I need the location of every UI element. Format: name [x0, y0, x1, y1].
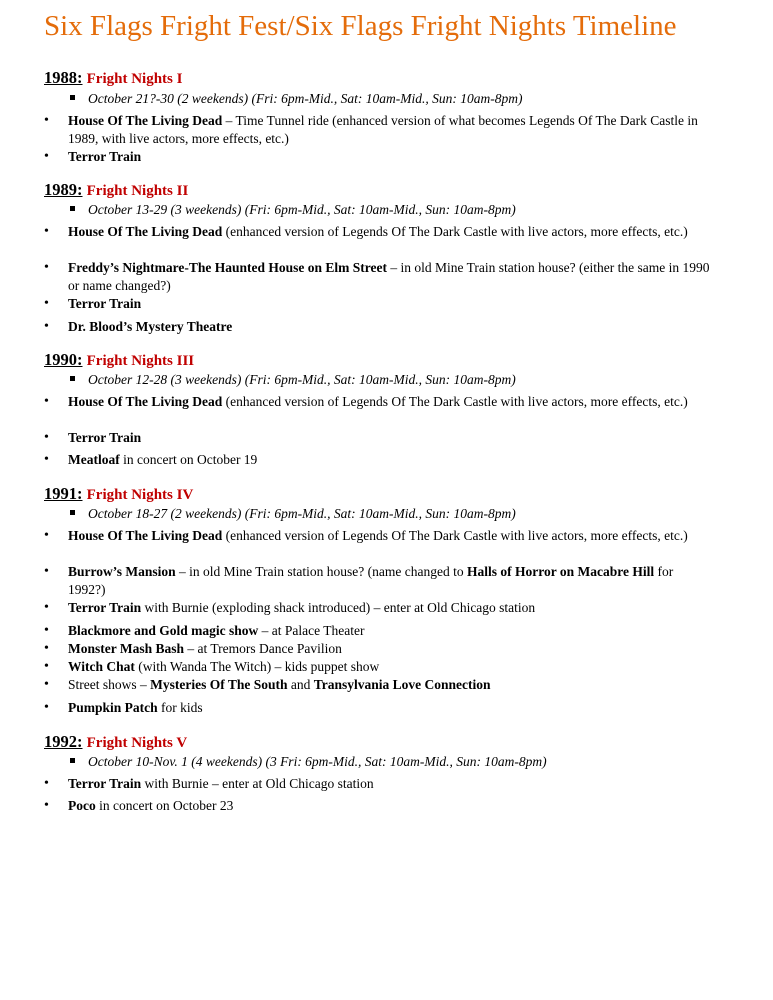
square-bullet-icon [70, 206, 75, 211]
list-item: • House Of The Living Dead (enhanced version of Legends Of The Dark Castle with live actors, more effects, etc.) [44, 528, 688, 543]
square-bullet-icon [70, 758, 75, 763]
event-name: Fright Nights II [86, 183, 189, 199]
square-bullet-icon [70, 510, 75, 515]
bullet-icon: • [44, 113, 49, 128]
list-item: • Terror Train [44, 430, 142, 445]
page-title: Six Flags Fright Fest/Six Flags Fright Nights Timeline [44, 10, 677, 42]
year-label: 1991: [44, 484, 83, 503]
year-label: 1989: [44, 180, 83, 199]
date-line: October 18-27 (2 weekends) (Fri: 6pm-Mid., Sat: 10am-Mid., Sun: 10am-8pm) [70, 506, 516, 522]
year-label: 1988: [44, 68, 83, 87]
list-item: • Monster Mash Bash – at Tremors Dance Pavilion [44, 641, 342, 656]
list-item: • Meatloaf in concert on October 19 [44, 452, 258, 467]
bullet-icon: • [44, 659, 49, 674]
list-item: • Burrow’s Mansion – in old Mine Train station house? (name changed to Halls of Horror on Macabre Hill for 1992?) [44, 564, 674, 597]
bullet-icon: • [44, 564, 49, 579]
date-line: October 10-Nov. 1 (4 weekends) (3 Fri: 6pm-Mid., Sat: 10am-Mid., Sun: 10am-8pm) [70, 754, 547, 770]
event-name: Fright Nights I [86, 71, 183, 87]
section-heading [44, 180, 188, 200]
list-item: • Terror Train with Burnie (exploding shack introduced) – enter at Old Chicago station [44, 600, 536, 615]
list-item: • Terror Train [44, 296, 142, 311]
bullet-icon: • [44, 296, 49, 311]
bullet-icon: • [44, 641, 49, 656]
date-line: October 21?-30 (2 weekends) (Fri: 6pm-Mid., Sat: 10am-Mid., Sun: 10am-8pm) [70, 91, 523, 107]
list-item: • Blackmore and Gold magic show – at Palace Theater [44, 623, 365, 638]
year-label: 1992: [44, 732, 83, 751]
list-item: • Terror Train with Burnie – enter at Old Chicago station [44, 776, 374, 791]
bullet-icon: • [44, 776, 49, 791]
section-heading [44, 68, 182, 88]
bullet-icon: • [44, 600, 49, 615]
bullet-icon: • [44, 430, 49, 445]
list-item: • Poco in concert on October 23 [44, 798, 234, 813]
list-item: • House Of The Living Dead (enhanced version of Legends Of The Dark Castle with live actors, more effects, etc.) [44, 394, 688, 409]
bullet-icon: • [44, 319, 49, 334]
bullet-icon: • [44, 700, 49, 715]
date-line: October 13-29 (3 weekends) (Fri: 6pm-Mid., Sat: 10am-Mid., Sun: 10am-8pm) [70, 202, 516, 218]
bullet-icon: • [44, 452, 49, 467]
list-item: • House Of The Living Dead – Time Tunnel ride (enhanced version of what becomes Legends Of The Dark Castle in 1989, with live actors, more effects, etc.) [44, 113, 698, 146]
square-bullet-icon [70, 376, 75, 381]
bullet-icon: • [44, 394, 49, 409]
list-item: • Pumpkin Patch for kids [44, 700, 203, 715]
date-line: October 12-28 (3 weekends) (Fri: 6pm-Mid., Sat: 10am-Mid., Sun: 10am-8pm) [70, 372, 516, 388]
section-heading [44, 350, 194, 370]
section-heading [44, 732, 187, 752]
list-item: • Terror Train [44, 149, 142, 164]
list-item: • Street shows – Mysteries Of The South and Transylvania Love Connection [44, 677, 491, 692]
square-bullet-icon [70, 95, 75, 100]
bullet-icon: • [44, 149, 49, 164]
event-name: Fright Nights V [86, 735, 188, 751]
year-label: 1990: [44, 350, 83, 369]
list-item: • Witch Chat (with Wanda The Witch) – kids puppet show [44, 659, 380, 674]
bullet-icon: • [44, 260, 49, 275]
list-item: • Freddy’s Nightmare-The Haunted House on Elm Street – in old Mine Train station house? (either the same in 1990 or name changed?) [44, 260, 710, 293]
event-name: Fright Nights IV [86, 487, 194, 503]
section-heading [44, 484, 193, 504]
bullet-icon: • [44, 528, 49, 543]
bullet-icon: • [44, 798, 49, 813]
bullet-icon: • [44, 623, 49, 638]
list-item: • House Of The Living Dead (enhanced version of Legends Of The Dark Castle with live actors, more effects, etc.) [44, 224, 688, 239]
event-name: Fright Nights III [86, 353, 195, 369]
bullet-icon: • [44, 224, 49, 239]
list-item: • Dr. Blood’s Mystery Theatre [44, 319, 233, 334]
bullet-icon: • [44, 677, 49, 692]
